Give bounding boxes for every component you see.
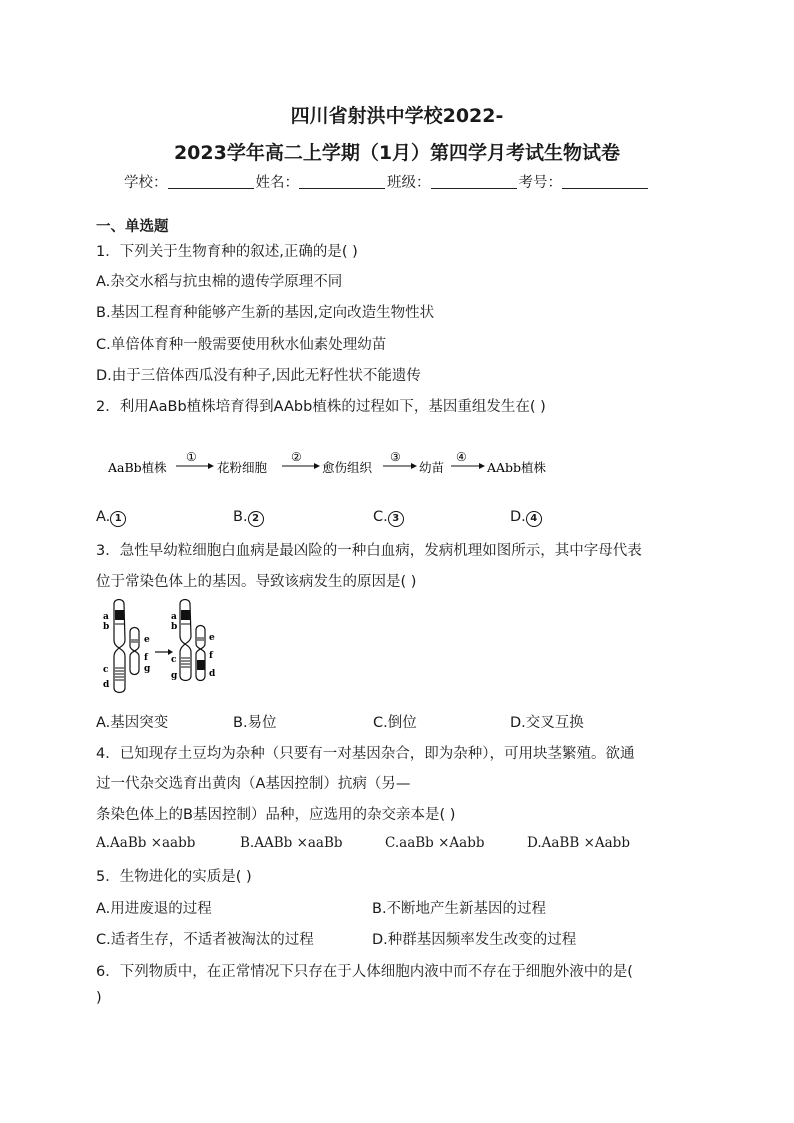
q5-option-d[interactable]: D.种群基因频率发生改变的过程: [372, 932, 577, 948]
q4-option-d[interactable]: D.AaBB ×Aabb: [527, 835, 630, 851]
q2-stem: 2．利用AaBb植株培育得到AAbb植株的过程如下，基因重组发生在( ): [96, 399, 546, 415]
class-blank[interactable]: [431, 174, 517, 189]
q2-option-c[interactable]: [373, 509, 404, 527]
flow-node-2: 花粉细胞: [217, 460, 268, 475]
exam-title-line1: 四川省射洪中学校2022-: [290, 105, 504, 127]
q1-stem: 1．下列关于生物育种的叙述,正确的是( ): [96, 244, 358, 260]
exam-title-line2: 2023学年高二上学期（1月）第四学月考试生物试卷: [173, 142, 621, 164]
q2-option-a[interactable]: [96, 509, 126, 527]
gene-label-f-after: f: [209, 651, 213, 661]
q4-option-c[interactable]: C.aaBb ×Aabb: [385, 835, 485, 851]
breeding-flow-diagram: [100, 444, 560, 484]
q4-stem-line2: 过一代杂交选育出黄肉（A基因控制）抗病（另—: [96, 776, 411, 792]
gene-label-d-after: d: [209, 669, 216, 679]
gene-label-e: e: [144, 635, 150, 645]
flow-node-3: 愈伤组织: [322, 460, 373, 475]
flow-node-5: AAbb植株: [487, 460, 547, 475]
section-heading: 一、单选题: [96, 219, 169, 235]
exam-number-blank[interactable]: [562, 174, 648, 189]
gene-label-a: a: [103, 612, 109, 622]
flow-step-2: ②: [291, 450, 302, 464]
flow-step-4: ④: [456, 450, 467, 464]
q4-option-b[interactable]: B.AABb ×aaBb: [240, 835, 343, 851]
q2-option-b-letter: B.: [233, 509, 248, 525]
q6-stem-line1: 6．下列物质中，在正常情况下只存在于人体细胞内液中而不存在于细胞外液中的是(: [96, 964, 633, 980]
name-blank[interactable]: [299, 174, 385, 189]
q1-option-b[interactable]: B.基因工程育种能够产生新的基因,定向改造生物性状: [96, 305, 435, 321]
flow-step-1: ①: [186, 450, 197, 464]
gene-label-c: c: [103, 665, 109, 675]
chromosome-translocation-diagram: [98, 596, 226, 696]
school-label: 学校：: [124, 175, 168, 191]
circled-number-icon: 4: [526, 511, 542, 527]
gene-label-g: g: [144, 664, 151, 674]
student-info-row: [124, 171, 650, 192]
name-label: 姓名：: [255, 175, 299, 191]
q5-option-b[interactable]: B.不断地产生新基因的过程: [372, 901, 547, 917]
circled-number-icon: 3: [388, 511, 404, 527]
q1-option-c[interactable]: C.单倍体育种一般需要使用秋水仙素处理幼苗: [96, 337, 387, 353]
q4-stem-line1: 4．已知现存土豆均为杂种（只要有一对基因杂合，即为杂种），可用块茎繁殖。欲通: [96, 746, 635, 762]
q4-option-a[interactable]: A.AaBb ×aabb: [96, 835, 196, 851]
q5-option-a[interactable]: A.用进废退的过程: [96, 901, 212, 917]
q3-option-d[interactable]: D.交叉互换: [510, 715, 584, 731]
q3-option-b[interactable]: B.易位: [233, 715, 277, 731]
gene-label-b-after: b: [171, 622, 178, 632]
flow-node-1: AaBb植株: [108, 460, 167, 475]
q2-option-c-letter: C.: [373, 509, 388, 525]
gene-label-c-after: c: [171, 655, 177, 665]
q6-stem-line2: ): [96, 990, 102, 1006]
flow-node-4: 幼苗: [419, 460, 445, 475]
q2-option-a-letter: A.: [96, 509, 111, 525]
q5-option-c[interactable]: C.适者生存，不适者被淘汰的过程: [96, 932, 314, 948]
gene-label-d: d: [103, 680, 110, 690]
exam-number-label: 考号：: [518, 175, 562, 191]
q2-option-d[interactable]: [510, 509, 542, 527]
gene-label-b: b: [103, 622, 110, 632]
q3-option-c[interactable]: C.倒位: [373, 715, 417, 731]
gene-label-e-after: e: [209, 633, 215, 643]
q4-stem-line3: 条染色体上的B基因控制）品种，应选用的杂交亲本是( ): [96, 807, 456, 823]
q3-stem-line2: 位于常染色体上的基因。导致该病发生的原因是( ): [96, 574, 417, 590]
q1-option-d[interactable]: D.由于三倍体西瓜没有种子,因此无籽性状不能遗传: [96, 368, 421, 384]
school-blank[interactable]: [168, 174, 254, 189]
circled-number-icon: 2: [248, 511, 264, 527]
class-label: 班级：: [387, 175, 431, 191]
gene-label-f: f: [144, 653, 148, 663]
circled-number-icon: 1: [110, 511, 126, 527]
flow-step-3: ③: [390, 450, 401, 464]
q2-option-d-letter: D.: [510, 509, 526, 525]
q2-option-b[interactable]: [233, 509, 264, 527]
q3-option-a[interactable]: A.基因突变: [96, 715, 169, 731]
q5-stem: 5．生物进化的实质是( ): [96, 869, 252, 885]
gene-label-a-after: a: [171, 612, 177, 622]
gene-label-g-after: g: [171, 671, 178, 681]
q3-stem-line1: 3．急性早幼粒细胞白血病是最凶险的一种白血病，发病机理如图所示，其中字母代表: [96, 543, 642, 559]
q1-option-a[interactable]: A.杂交水稻与抗虫棉的遗传学原理不同: [96, 274, 343, 290]
